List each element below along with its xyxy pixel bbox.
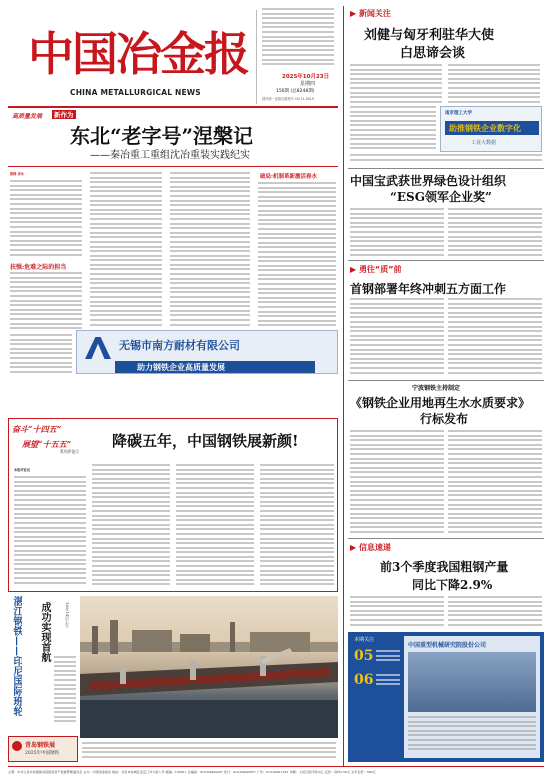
photo-caption-main: 成功实现首航	[39, 602, 50, 662]
lead-body-col4	[258, 182, 336, 330]
lead-subtitle: ——秦冶重工重组沈冶重装实践纪实	[90, 150, 250, 161]
feature-tag-bottom: 展望“十五五”	[22, 439, 72, 449]
news3-title: 首钢部署年终冲刺五方面工作	[350, 282, 507, 296]
cn-code: 国内统一连续出版物号 CN 11-0019	[262, 97, 314, 101]
ad-nanjing-sub: 工业大数据	[471, 140, 497, 146]
lead-section-2: 破局:机制革新激活春水	[260, 174, 318, 180]
ad-nanjing[interactable]	[440, 106, 542, 152]
masthead-info	[262, 8, 334, 104]
ad-heavy-machinery-num1: 05	[354, 648, 374, 664]
tag-quality-label: 勇往“质”前	[358, 265, 402, 274]
tag-info-flash-label: 信息速递	[358, 543, 391, 552]
ad-wuxi-logo-icon	[85, 337, 111, 359]
lead-section-1: 扶强:危难之际的担当	[10, 264, 67, 271]
ad-nanjing-logo: 南京理工大学	[445, 111, 472, 116]
lead-title: 东北“老字号”涅槃记	[70, 124, 254, 148]
masthead-logo: 中国冶金报	[28, 27, 248, 81]
news2-title: 中国宝武获世界绿色设计组织	[350, 174, 507, 188]
port-photo-illustration	[80, 596, 338, 738]
masthead-english: CHINA METALLURGICAL NEWS	[70, 88, 201, 97]
ad-wuxi-title: 无锡市南方耐材有限公司	[119, 339, 240, 352]
news1-title-2: 白思谛会谈	[400, 46, 466, 61]
issue-number: 156期 (总8248期)	[276, 89, 315, 94]
banner-bar	[8, 110, 338, 120]
port-photo	[80, 596, 338, 738]
ad-heavy-machinery[interactable]	[348, 632, 544, 762]
ad-heavy-machinery-image	[408, 652, 536, 712]
ad-heavy-machinery-num2: 06	[354, 672, 374, 688]
issue-weekday: 星期四	[300, 81, 316, 87]
ad-heavy-machinery-label: 本期关注	[354, 637, 375, 643]
tag-info-flash: ▶ 信息速递	[350, 543, 391, 552]
news5-title-2: 同比下降2.9%	[412, 578, 493, 592]
feature-body-col2	[92, 464, 170, 588]
feature-body-col1	[14, 476, 86, 588]
tag-news-focus-label: 新闻关注	[358, 9, 391, 18]
footer-info: 主管：中华人民共和国国务院国有资产监督管理委员会 主办：中国冶金报社 地址：北京市东城区安定门外大街八号 邮编：100011 总编室：010-64443297 发行：010-64442837 广告：010-64411621 印刷：人民日报印务中心 定价：每份2.50元 全年定价：390元	[8, 770, 376, 774]
ad-steel-expo-sub: 2025年中国钢铁	[25, 751, 59, 756]
photo-caption-date: 10月14日上午	[65, 602, 70, 629]
news2-title-2: “ESG领军企业奖”	[390, 190, 492, 204]
ad-nanjing-text: 助推钢铁企业数字化	[449, 123, 521, 133]
feature-body-col3	[176, 464, 254, 588]
news1-title: 刘健与匈牙利驻华大使	[364, 28, 495, 43]
news4-title: 《钢铁企业用地再生水水质要求》	[350, 396, 531, 410]
tag-quality: ▶ 勇往“质”前	[350, 265, 402, 274]
tag-news-focus: ▶ 新闻关注	[350, 9, 391, 18]
news4-byline: 宁波钢铁主持制定	[412, 385, 461, 392]
banner-left: 高质量发展	[12, 113, 43, 120]
ad-steel-expo-title: 青岛钢铁展	[25, 742, 56, 749]
lead-byline: 陈锦 李永	[10, 172, 24, 176]
photo-caption-title: 湛江钢铁——印尼国际班轮	[11, 596, 22, 716]
feature-tag-top: 奋斗“十四五”	[12, 424, 62, 434]
news1-body	[350, 64, 442, 104]
news4-title-2: 行标发布	[420, 412, 469, 426]
ad-wuxi-slogan: 助力钢铁企业高质量发展	[137, 362, 225, 372]
news5-title: 前3个季度我国粗钢产量	[380, 560, 509, 574]
issue-date: 2025年10月23日	[282, 74, 330, 80]
feature-byline: 本报评论员	[14, 468, 30, 472]
news2-body	[350, 208, 444, 258]
news5-body	[350, 596, 444, 628]
news4-body	[350, 430, 444, 536]
photo-caption-block	[8, 596, 78, 732]
lead-body-col3	[170, 172, 250, 330]
feature-tag-small: 系列评论②	[60, 449, 79, 454]
ad-wuxi[interactable]	[76, 330, 338, 374]
feature-title: 降碳五年，中国钢铁展新颜!	[112, 432, 299, 450]
ad-steel-expo[interactable]	[8, 736, 78, 762]
feature-body-col4	[260, 464, 334, 588]
banner-right: 新作为	[54, 111, 74, 119]
ad-steel-expo-icon	[12, 741, 22, 751]
lead-body-col1	[10, 180, 82, 258]
ad-heavy-machinery-name: 中国重型机械研究院股份公司	[408, 642, 487, 649]
feature-tag	[12, 424, 100, 464]
lead-body-col2	[90, 172, 162, 330]
news3-body	[350, 298, 444, 378]
